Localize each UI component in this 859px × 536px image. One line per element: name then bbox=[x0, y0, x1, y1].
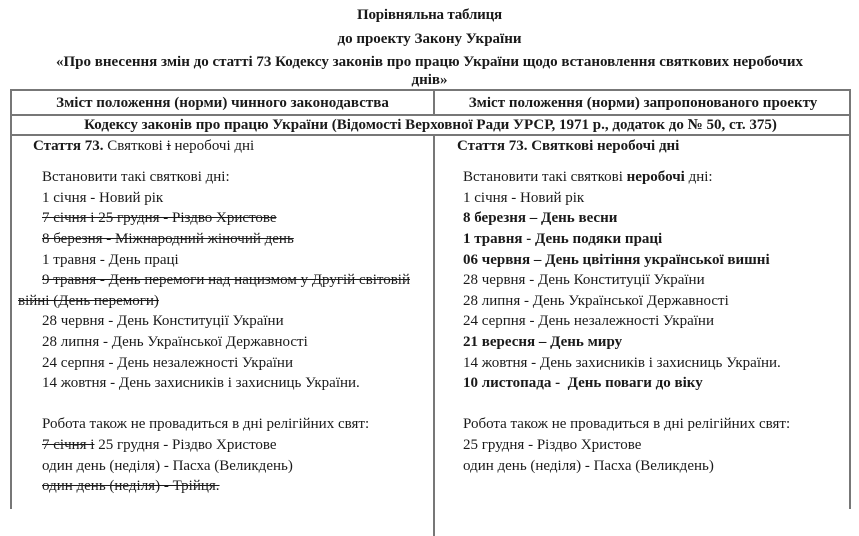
intro-part: дні: bbox=[684, 169, 713, 186]
article-number: Стаття 73. bbox=[33, 138, 104, 154]
holiday-item: 24 серпня - День незалежності України bbox=[463, 313, 714, 330]
holiday-item: 24 серпня - День незалежності України bbox=[42, 354, 293, 371]
title-line-4: днів» bbox=[411, 72, 448, 88]
holiday-item-new: 8 березня – День весни bbox=[463, 210, 618, 227]
intro-bold: неробочі bbox=[626, 169, 685, 186]
religious-item-struck-part: 7 січня і bbox=[42, 436, 95, 453]
religious-intro: Робота також не провадиться в дні релігійних свят: bbox=[42, 416, 370, 433]
subheader-row bbox=[12, 116, 849, 136]
current-law-column bbox=[12, 136, 433, 497]
holiday-item: 1 січня - Новий рік bbox=[463, 189, 585, 206]
title-line-3: «Про внесення змін до статті 73 Кодексу законів про працю України щодо встановлення святкових неробочих bbox=[56, 54, 803, 70]
holiday-item: 28 червня - День Конституції України bbox=[42, 313, 284, 330]
holiday-item-new: 21 вересня – День миру bbox=[463, 333, 623, 350]
subheader-code: Кодексу законів про працю України (Відомості Верховної Ради УРСР, 1971 р., додаток до № 50, ст. 375) bbox=[84, 117, 777, 133]
holiday-item-new: 10 листопада - День поваги до віку bbox=[463, 375, 703, 392]
article-title-part: Святкові bbox=[103, 138, 167, 154]
holiday-item: 14 жовтня - День захисників і захисниць України. bbox=[463, 354, 781, 371]
title-line-1: Порівняльна таблиця bbox=[357, 7, 502, 23]
holiday-item: 1 січня - Новий рік bbox=[42, 189, 164, 206]
holiday-item-struck: 8 березня - Міжнародний жіночий день bbox=[42, 230, 294, 247]
holiday-item-struck: війні (День перемоги) bbox=[18, 292, 159, 309]
religious-item: один день (неділя) - Пасха (Великдень) bbox=[42, 457, 293, 474]
header-proposed: Зміст положення (норми) запропонованого проекту bbox=[468, 95, 818, 111]
religious-item: 25 грудня - Різдво Христове bbox=[463, 436, 642, 453]
intro-text: Встановити такі святкові дні: bbox=[42, 169, 230, 186]
holiday-item: 28 липня - День Української Державності bbox=[42, 333, 308, 350]
religious-item-struck: один день (неділя) - Трійця. bbox=[42, 478, 220, 495]
header-row bbox=[12, 91, 849, 116]
article-heading bbox=[12, 136, 433, 157]
title-line-2: до проекту Закону України bbox=[337, 31, 522, 47]
holiday-item: 28 червня - День Конституції України bbox=[463, 272, 705, 289]
comparison-table bbox=[10, 89, 851, 509]
intro-part: Встановити такі святкові bbox=[463, 169, 627, 186]
article-heading: Стаття 73. Святкові неробочі дні bbox=[457, 138, 680, 154]
religious-item: один день (неділя) - Пасха (Великдень) bbox=[463, 457, 714, 474]
intro-text bbox=[435, 167, 851, 188]
holiday-item-new: 06 червня – День цвітіння української вишні bbox=[463, 251, 770, 268]
religious-item-rest: 25 грудня - Різдво Христове bbox=[94, 436, 277, 453]
holiday-item: 28 липня - День Української Державності bbox=[463, 292, 729, 309]
header-current-law: Зміст положення (норми) чинного законодавства bbox=[56, 95, 389, 111]
holiday-item: 14 жовтня - День захисників і захисниць України. bbox=[42, 375, 360, 392]
proposed-column bbox=[435, 136, 851, 476]
article-title-part: неробочі дні bbox=[170, 138, 255, 154]
holiday-item: 1 травня - День праці bbox=[42, 251, 179, 268]
religious-intro: Робота також не провадиться в дні релігійних свят: bbox=[463, 416, 791, 433]
holiday-item-struck: 9 травня - День перемоги над нацизмом у Другій світовій bbox=[42, 272, 410, 289]
holiday-item-new: 1 травня - День подяки праці bbox=[463, 230, 663, 247]
column-divider bbox=[433, 91, 435, 116]
article-title-struck: і bbox=[166, 138, 171, 154]
religious-item bbox=[12, 435, 433, 456]
holiday-item-struck: 7 січня і 25 грудня - Різдво Христове bbox=[42, 210, 277, 227]
